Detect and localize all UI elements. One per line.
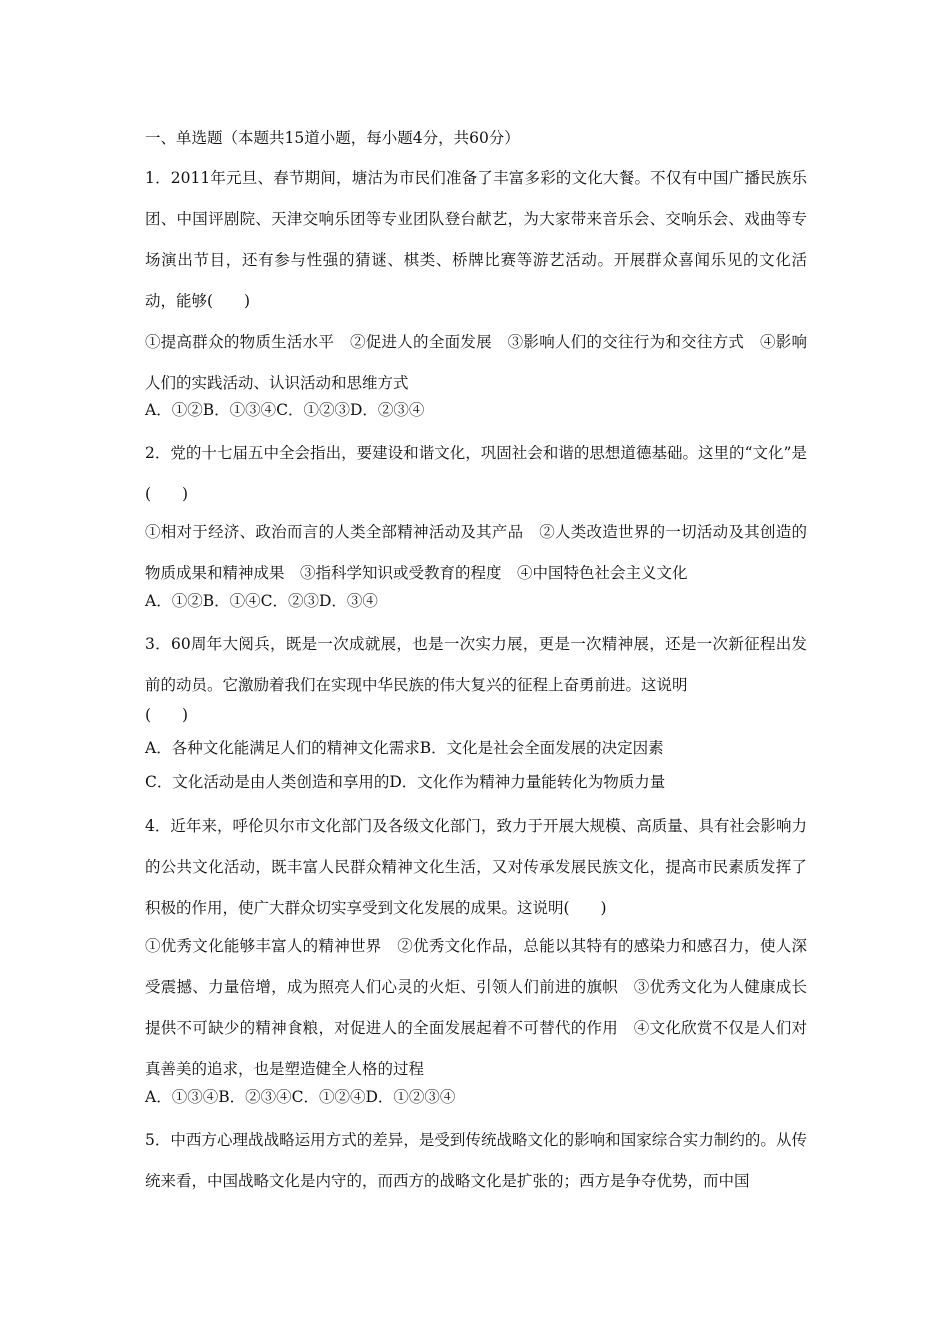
question-4-stem [145,806,807,929]
question-3-blank: ( ) [145,706,189,724]
question-2-stem-text: 2．党的十七届五中全会指出，要建设和谐文化，巩固社会和谐的思想道德基础。这里的“文化”是( ) [145,444,807,503]
section-header: 一、单选题（本题共15道小题，每小题4分，共60分） [145,129,520,147]
question-1-options: A．①②B．①③④C．①②③D．②③④ [145,401,425,419]
question-1-items [145,322,807,404]
question-4-stem-text: 4．近年来，呼伦贝尔市文化部门及各级文化部门，致力于开展大规模、高质量、具有社会影响力的公共文化活动，既丰富人民群众精神文化生活，又对传承发展民族文化，提高市民素质发挥了积极的作用，使广大群众切实享受到文化发展的成果。这说明( ) [145,817,807,917]
question-4-items [145,926,807,1090]
question-4-items-text: ①优秀文化能够丰富人的精神世界 ②优秀文化作品，总能以其特有的感染力和感召力，使人深受震撼、力量倍增，成为照亮人们心灵的火炬、引领人们前进的旗帜 ③优秀文化为人健康成长提供不可缺少的精神食粮，对促进人的全面发展起着不可替代的作用 ④文化欣赏不仅是人们对真善美的追求，也是塑造健全人格的过程 [145,937,807,1078]
question-5-stem-text: 5．中西方心理战战略运用方式的差异，是受到传统战略文化的影响和国家综合实力制约的。从传统来看，中国战略文化是内守的，而西方的战略文化是扩张的；西方是争夺优势，而中国 [145,1131,807,1190]
question-2-items [145,512,807,594]
question-2-stem [145,433,807,515]
question-3-stem-text: 3．60周年大阅兵，既是一次成就展，也是一次实力展，更是一次精神展，还是一次新征程出发前的动员。它激励着我们在实现中华民族的伟大复兴的征程上奋勇前进。这说明 [145,635,807,694]
question-2-items-text: ①相对于经济、政治而言的人类全部精神活动及其产品 ②人类改造世界的一切活动及其创造的物质成果和精神成果 ③指科学知识或受教育的程度 ④中国特色社会主义文化 [145,523,807,582]
question-3-stem [145,624,807,706]
question-3-option-cd: C．文化活动是由人类创造和享用的D．文化作为精神力量能转化为物质力量 [145,773,666,791]
question-4-options: A．①③④B．②③④C．①②④D．①②③④ [145,1088,456,1106]
question-2-options: A．①②B．①④C．②③D．③④ [145,592,378,610]
question-5-stem [145,1120,807,1202]
question-1-items-text: ①提高群众的物质生活水平 ②促进人的全面发展 ③影响人们的交往行为和交往方式 ④影响人们的实践活动、认识活动和思维方式 [145,333,807,392]
question-1-stem-text: 1．2011年元旦、春节期间，塘沽为市民们准备了丰富多彩的文化大餐。不仅有中国广播民族乐团、中国评剧院、天津交响乐团等专业团队登台献艺，为大家带来音乐会、交响乐会、戏曲等专场演出节目，还有参与性强的猜谜、棋类、桥牌比赛等游艺活动。开展群众喜闻乐见的文化活动，能够( ) [145,169,807,310]
question-1-stem [145,158,807,322]
question-3-option-ab: A．各种文化能满足人们的精神文化需求B．文化是社会全面发展的决定因素 [145,739,664,757]
